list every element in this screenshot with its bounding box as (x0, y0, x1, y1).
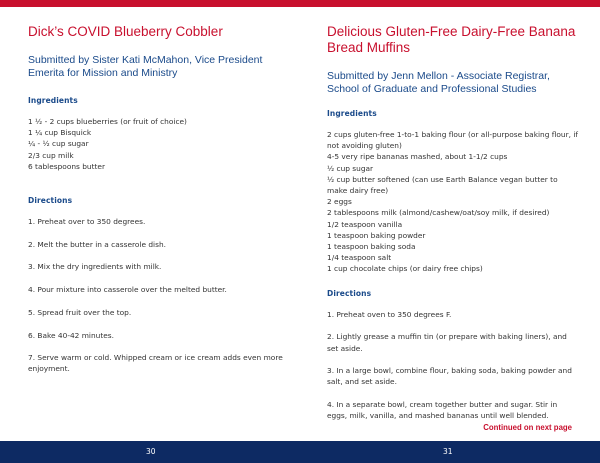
continued-notice: Continued on next page (483, 423, 572, 432)
direction-step: 4. In a separate bowl, cream together butter and sugar. Stir in eggs, milk, vanilla, and mashed bananas until well blended. (327, 400, 558, 421)
right-page (327, 20, 579, 440)
ingredients-heading: Ingredients (327, 109, 377, 118)
direction-step: 5. Spread fruit over the top. (28, 307, 132, 317)
direction-step: 4. Pour mixture into casserole over the melted butter. (28, 285, 227, 295)
ingredient-item: 1 ½ - 2 cups blueberries (or fruit of choice) (28, 117, 187, 126)
ingredients-heading: Ingredients (28, 96, 78, 105)
directions-list (327, 309, 579, 422)
page-number-left: 30 (146, 447, 156, 456)
page-number-right: 31 (443, 447, 453, 456)
direction-step: 6. Bake 40-42 minutes. (28, 330, 115, 340)
submitted-by: Submitted by Sister Kati McMahon, Vice President Emerita for Mission and Ministry (28, 54, 263, 79)
ingredient-item: 2 eggs (327, 197, 352, 207)
direction-step: 2. Lightly grease a muffin tin (or prepare with baking liners), and set aside. (327, 332, 567, 353)
ingredients-list (327, 129, 579, 275)
ingredient-item: 6 tablespoons butter (28, 161, 105, 171)
ingredients-list (28, 116, 290, 172)
ingredient-item: 1 cup chocolate chips (or dairy free chips) (327, 264, 483, 274)
ingredient-item: 1 ¼ cup Bisquick (28, 128, 92, 138)
ingredient-item: 1/4 teaspoon salt (327, 253, 392, 263)
recipe-title: Dick’s COVID Blueberry Cobbler (28, 24, 223, 39)
ingredient-item: ¼ - ½ cup sugar (28, 139, 89, 149)
directions-list (28, 216, 290, 375)
top-accent-bar (0, 0, 600, 7)
left-page (28, 20, 290, 440)
direction-step: 3. Mix the dry ingredients with milk. (28, 262, 162, 272)
ingredient-item: 1 teaspoon baking soda (327, 242, 416, 252)
direction-step: 7. Serve warm or cold. Whipped cream or ice cream adds even more enjoyment. (28, 353, 283, 374)
ingredient-item: ½ cup sugar (327, 163, 374, 173)
direction-step: 2. Melt the butter in a casserole dish. (28, 239, 166, 249)
ingredient-item: 2 cups gluten-free 1-to-1 baking flour (or all-purpose baking flour, if not avoiding gluten) (327, 130, 579, 151)
ingredient-item: 1 teaspoon baking powder (327, 230, 426, 240)
direction-step: 1. Preheat over to 350 degrees. (28, 217, 146, 227)
ingredient-item: 2 tablespoons milk (almond/cashew/oat/soy milk, if desired) (327, 208, 550, 218)
ingredient-item: 2/3 cup milk (28, 150, 74, 160)
submitted-by: Submitted by Jenn Mellon - Associate Registrar, School of Graduate and Professional Studies (327, 70, 550, 95)
direction-step: 1. Preheat oven to 350 degrees F. (327, 309, 452, 319)
recipe-title: Delicious Gluten-Free Dairy-Free Banana Bread Muffins (327, 24, 576, 55)
footer-bar (0, 441, 600, 463)
direction-step: 3. In a large bowl, combine flour, baking soda, baking powder and salt, and set aside. (327, 366, 572, 387)
ingredient-item: 4-5 very ripe bananas mashed, about 1-1/2 cups (327, 152, 508, 162)
directions-heading: Directions (28, 196, 73, 206)
ingredient-item: 1/2 teaspoon vanilla (327, 219, 403, 229)
directions-heading: Directions (327, 288, 372, 298)
ingredient-item: ½ cup butter softened (can use Earth Balance vegan butter to make dairy free) (327, 174, 558, 196)
